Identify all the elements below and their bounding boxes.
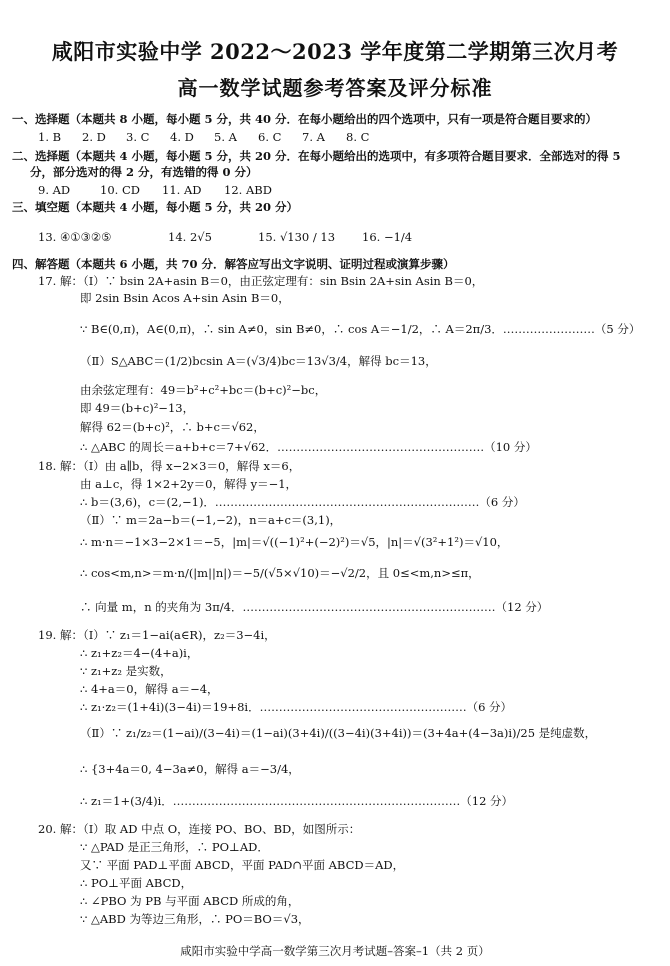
solution-line: 19. 解：（Ⅰ）∵ z₁＝1−ai(a∈R)，z₂＝3−4i， <box>38 628 276 642</box>
section-1-answers <box>38 130 390 145</box>
answer-3: 3. C <box>126 130 150 144</box>
document-title: 咸阳市实验中学 2022～2023 学年度第二学期第三次月考 <box>51 39 619 64</box>
solution-line: （Ⅱ）∵ z₁/z₂＝(1−ai)/(3−4i)＝(1−ai)(3+4i)/((3−4i)(3+4i))＝(3+4a+(4−3a)i)/25 是纯虚数， <box>80 726 597 740</box>
solution-line: 即 49＝(b+c)²−13， <box>80 401 195 415</box>
answer-9: 9. AD <box>38 183 71 197</box>
page-footer: 咸阳市实验中学高一数学第三次月考试题–答案–1（共 2 页） <box>180 944 490 958</box>
answer-1: 1. B <box>38 130 62 144</box>
solution-line: ∵ B∈(0,π)，A∈(0,π)，∴ sin A≠0，sin B≠0，∴ cos A＝−1/2，∴ A＝2π/3．……………………（5 分） <box>80 322 641 336</box>
section-2-header-line-2: 分，部分选对的得 2 分，有选错的得 0 分） <box>30 165 258 179</box>
solution-line: ∴ PO⊥平面 ABCD， <box>80 876 193 890</box>
section-1-header: 一、选择题（本题共 8 小题，每小题 5 分，共 40 分．在每小题给出的四个选项中，只有一项是符合题目要求的） <box>12 112 598 126</box>
solution-line: ∴ ∠PBO 为 PB 与平面 ABCD 所成的角， <box>80 894 300 908</box>
solution-line: ∵ △PAD 是正三角形，∴ PO⊥AD． <box>80 840 269 854</box>
solution-line: ∵ z₁+z₂ 是实数， <box>80 664 172 678</box>
answer-7: 7. A <box>302 130 325 144</box>
answer-11: 11. AD <box>162 183 202 197</box>
solution-line: ∴ b＝(3,6)，c＝(2,−1)．……………………………………………………………（6 分） <box>80 495 525 509</box>
section-3-header: 三、填空题（本题共 4 小题，每小题 5 分，共 20 分） <box>12 200 299 214</box>
answer-5: 5. A <box>214 130 237 144</box>
answer-12: 12. ABD <box>224 183 272 197</box>
solution-line: 17. 解：（Ⅰ）∵ bsin 2A+asin B＝0，由正弦定理有：sin Bsin 2A+sin Asin B＝0， <box>38 274 484 288</box>
solution-line: ∴ △ABC 的周长＝a+b+c＝7+√62．………………………………………………（10 分） <box>80 440 537 454</box>
solution-line: ∴ cos<m,n>＝m·n/(|m||n|)＝−5/(√5×√10)＝−√2/2，且 0≤<m,n>≤π， <box>80 566 480 580</box>
section-3-answers <box>38 230 412 245</box>
solution-line: 由余弦定理有：49＝b²+c²+bc＝(b+c)²−bc， <box>80 383 327 397</box>
solution-line: （Ⅱ）S△ABC＝(1/2)bcsin A＝(√3/4)bc＝13√3/4，解得 bc＝13， <box>80 354 437 368</box>
solution-line: ∴ z₁＝1+(3/4)i．…………………………………………………………………（12 分） <box>80 794 514 808</box>
answer-14: 14. 2√5 <box>168 230 212 244</box>
solution-line: ∴ {3+4a＝0, 4−3a≠0，解得 a＝−3/4， <box>80 762 300 776</box>
answer-2: 2. D <box>82 130 106 144</box>
document-subtitle: 高一数学试题参考答案及评分标准 <box>177 76 493 100</box>
solution-line: 即 2sin Bsin Acos A+sin Asin B＝0， <box>80 291 290 305</box>
solution-line: 解得 62＝(b+c)²，∴ b+c＝√62， <box>80 420 265 434</box>
solution-line: ∴ 向量 m，n 的夹角为 3π/4．…………………………………………………………（12 分） <box>80 600 549 614</box>
section-2-header-line-1: 二、选择题（本题共 4 小题，每小题 5 分，共 20 分．在每小题给出的选项中，有多项符合题目要求．全部选对的得 5 <box>12 149 621 163</box>
solution-line: 又∵ 平面 PAD⊥平面 ABCD，平面 PAD∩平面 ABCD＝AD， <box>80 858 405 872</box>
answer-13: 13. ④①③②⑤ <box>38 230 112 244</box>
answer-10: 10. CD <box>100 183 140 197</box>
solution-line: ∴ z₁+z₂＝4−(4+a)i， <box>80 646 199 660</box>
answer-6: 6. C <box>258 130 282 144</box>
solution-line: 由 a⊥c，得 1×2+2y＝0，解得 y＝−1， <box>80 477 298 491</box>
solution-line: ∴ z₁·z₂＝(1+4i)(3−4i)＝19+8i．………………………………………………（6 分） <box>80 700 513 714</box>
solution-line: ∴ 4+a＝0，解得 a＝−4， <box>80 682 219 696</box>
answer-16: 16. −1/4 <box>362 230 413 244</box>
solution-line: ∵ △ABD 为等边三角形，∴ PO＝BO＝√3， <box>80 912 310 926</box>
solution-line: 20. 解：（Ⅰ）取 AD 中点 O，连接 PO、BO、BD，如图所示： <box>38 822 361 836</box>
answer-8: 8. C <box>346 130 370 144</box>
solution-line: 18. 解：（Ⅰ）由 a∥b，得 x−2×3＝0，解得 x＝6， <box>38 459 301 473</box>
answer-15: 15. √130 / 13 <box>258 230 336 244</box>
solution-line: ∴ m·n＝−1×3−2×1＝−5，|m|＝√((−1)²+(−2)²)＝√5，|n|＝√(3²+1²)＝√10， <box>80 535 509 549</box>
section-4-header: 四、解答题（本题共 6 小题，共 70 分．解答应写出文字说明、证明过程或演算步骤） <box>12 257 455 271</box>
section-2-answers <box>38 183 286 198</box>
solution-line: （Ⅱ）∵ m＝2a−b＝(−1,−2)，n＝a+c＝(3,1)， <box>80 513 342 527</box>
answer-4: 4. D <box>170 130 194 144</box>
